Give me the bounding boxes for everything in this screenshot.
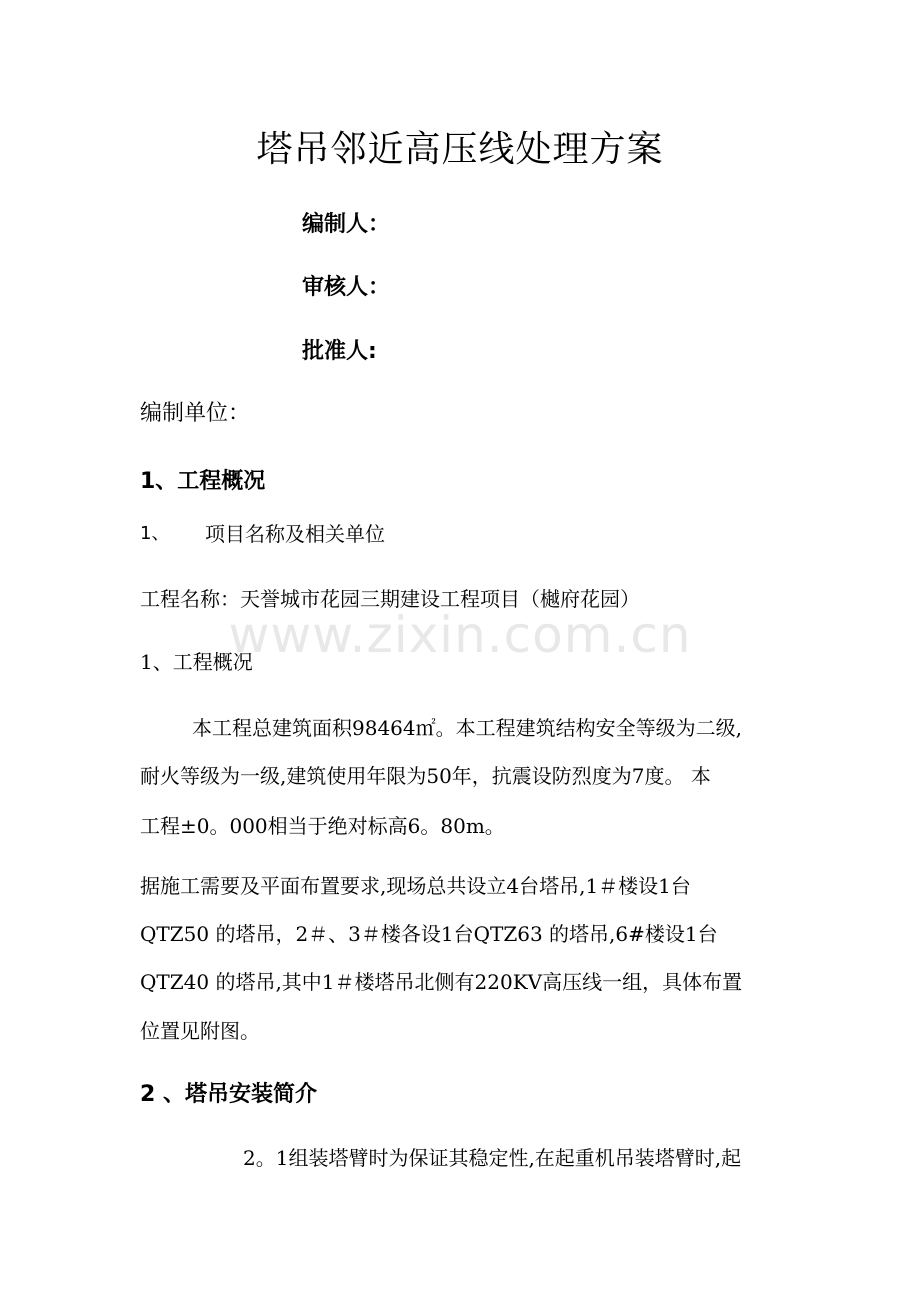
para1-line3: 工程±0。000相当于绝对标高6。80m。 xyxy=(140,814,505,838)
section2-para1-line1: 2。1组装塔臂时为保证其稳定性,在起重机吊装塔臂时,起 xyxy=(243,1146,742,1170)
subsection-number: 1、 xyxy=(140,523,170,544)
subsection-title: 项目名称及相关单位 xyxy=(205,522,385,546)
para1-line2: 耐火等级为一级,建筑使用年限为50年，抗震设防烈度为7度。 本 xyxy=(140,764,711,788)
compiler-label: 编制人： xyxy=(302,212,391,237)
section1-heading: 1、工程概况 xyxy=(140,469,266,494)
para1-line1: 本工程总建筑面积98464㎡。本工程建筑结构安全等级为二级, xyxy=(192,716,742,740)
para2-line3: QTZ40 的塔吊,其中1＃楼塔吊北侧有220KV高压线一组，具体布置 xyxy=(140,970,743,994)
compiling-unit-label: 编制单位： xyxy=(140,401,251,426)
project-name: 工程名称：天誉城市花园三期建设工程项目（樾府花园） xyxy=(140,587,640,611)
para2-line1: 据施工需要及平面布置要求,现场总共设立4台塔吊,1＃楼设1台 xyxy=(140,874,691,898)
document-title: 塔吊邻近高压线处理方案 xyxy=(256,129,664,170)
reviewer-label: 审核人： xyxy=(302,275,391,300)
watermark: www.zixin.com.cn xyxy=(228,606,692,664)
approver-label: 批准人: xyxy=(302,339,377,364)
para2-line4: 位置见附图。 xyxy=(140,1019,260,1043)
overview-subheading: 1、工程概况 xyxy=(140,650,253,674)
section2-heading: 2 、塔吊安装简介 xyxy=(140,1082,317,1107)
para2-line2: QTZ50 的塔吊，2＃、3＃楼各设1台QTZ63 的塔吊,6#楼设1台 xyxy=(140,922,718,946)
